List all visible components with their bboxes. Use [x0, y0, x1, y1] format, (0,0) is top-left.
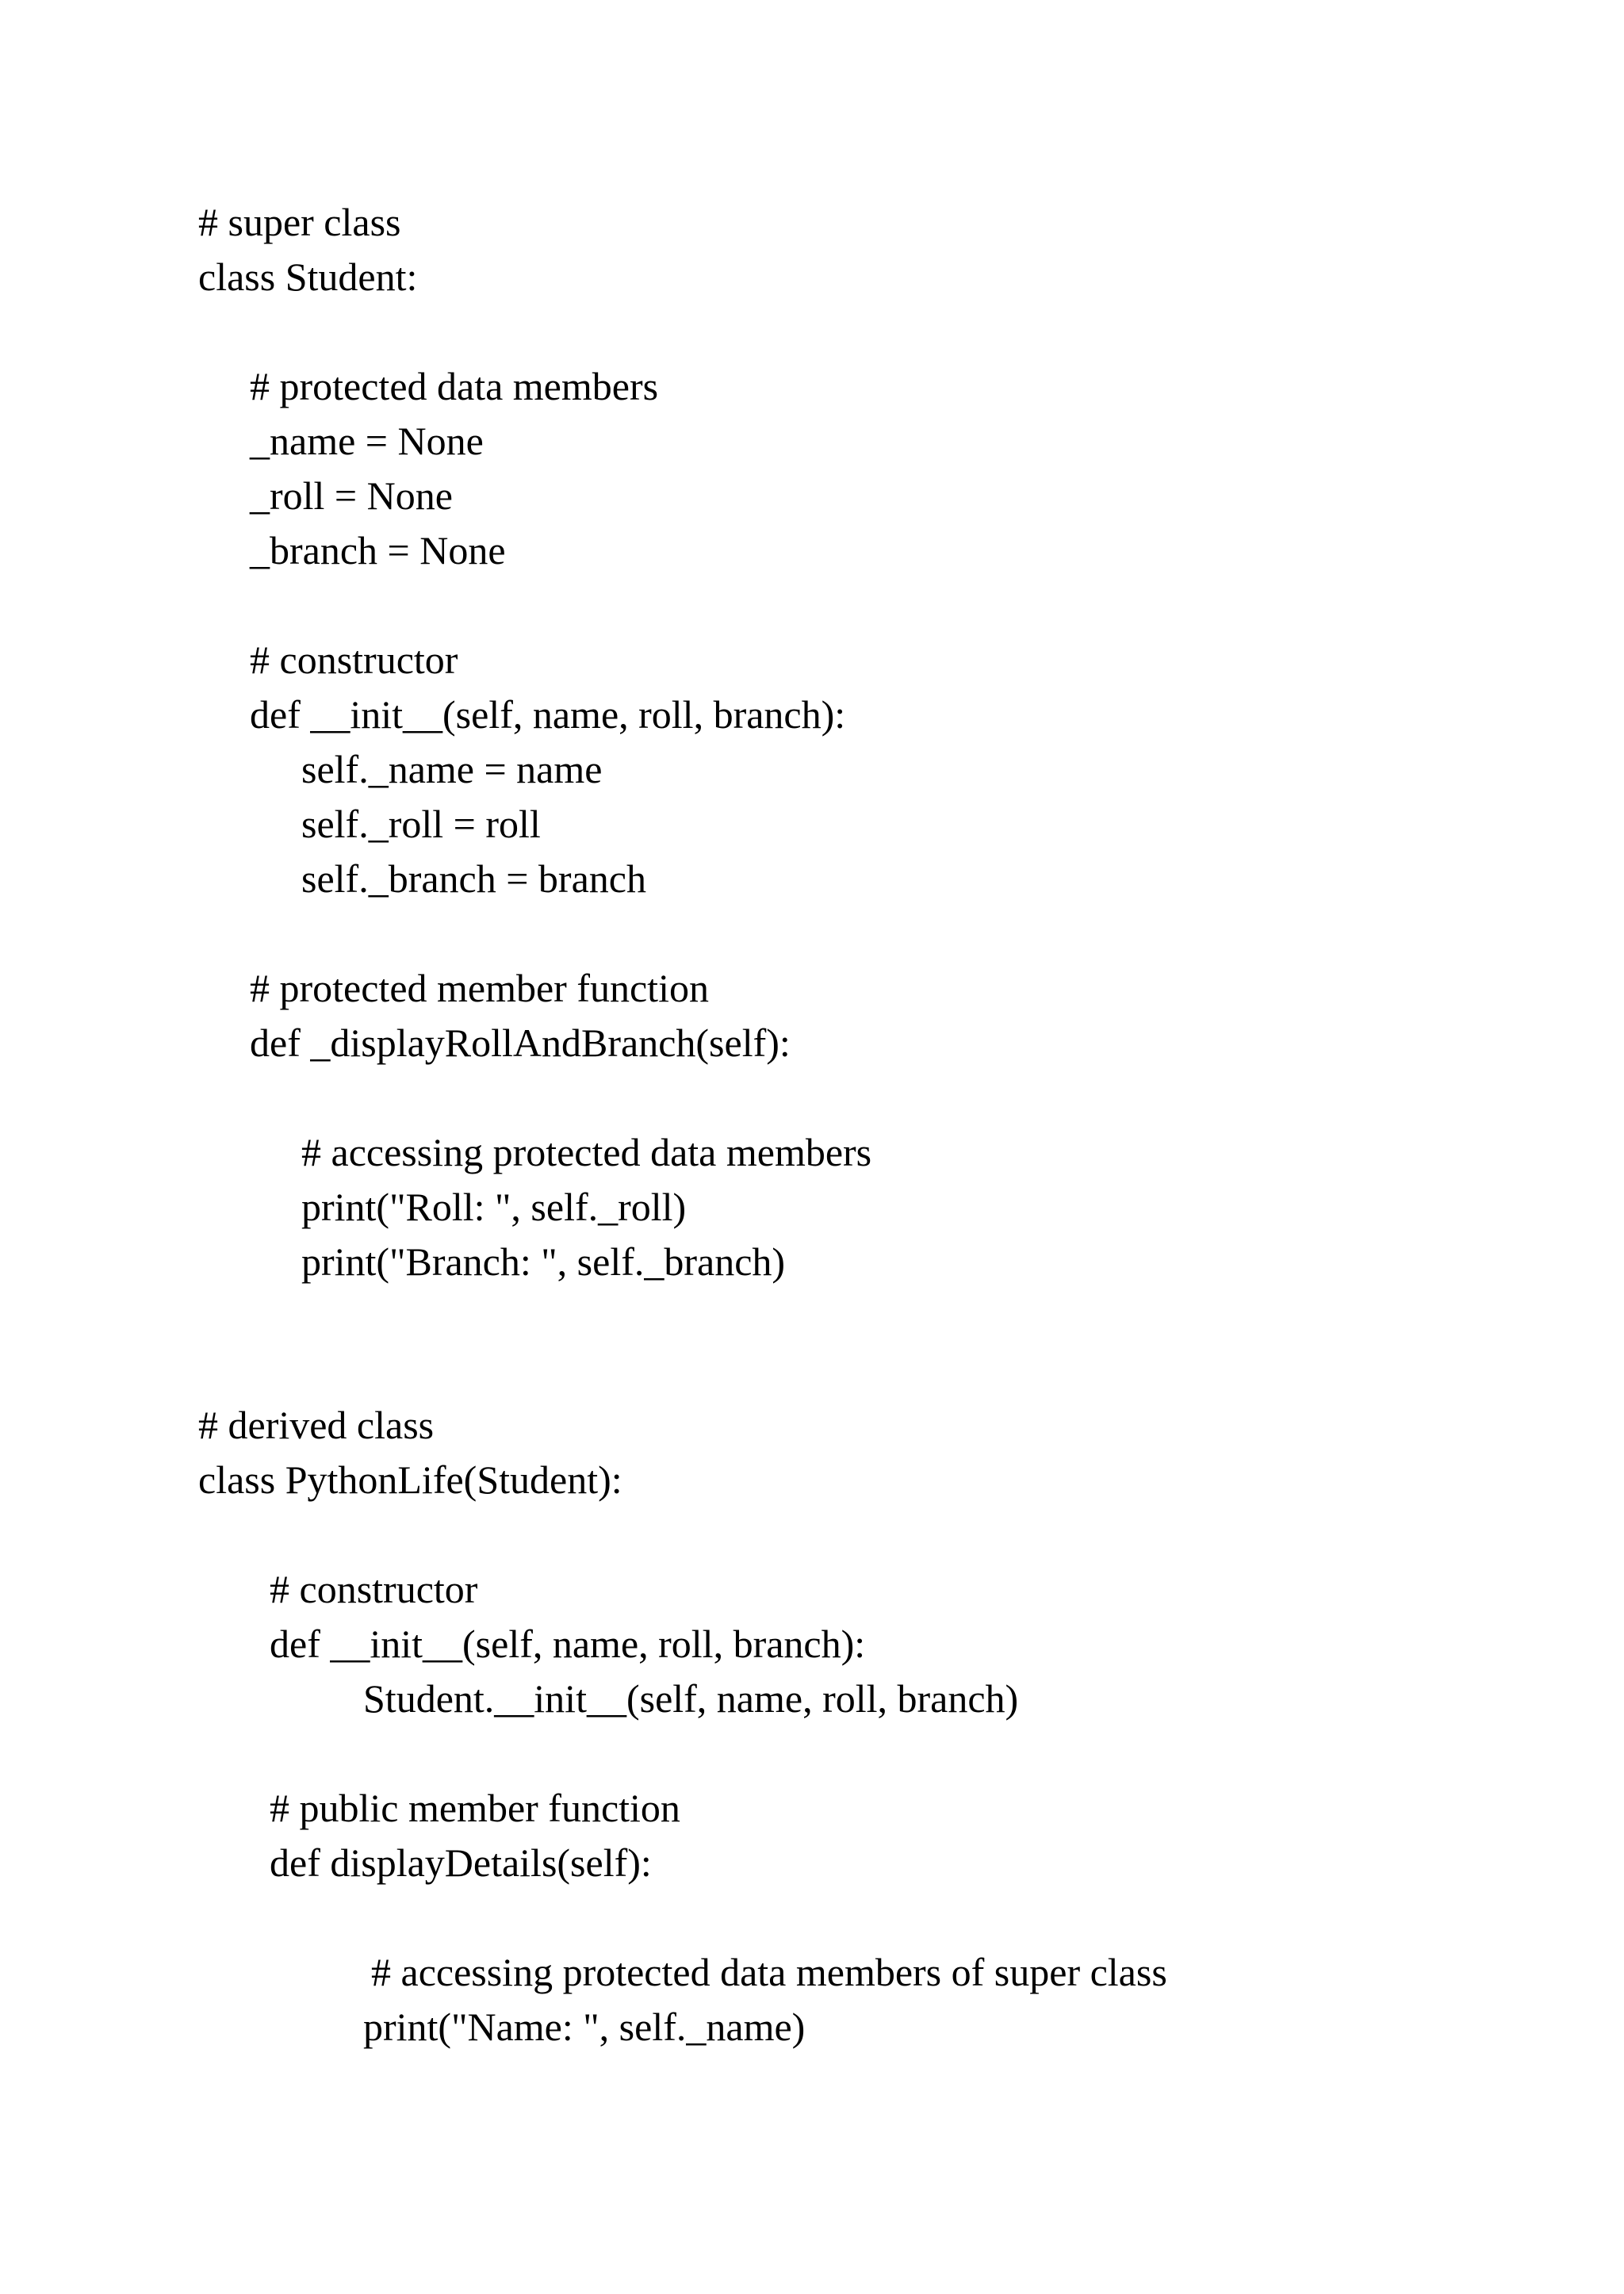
code-line-23: def displayDetails(self): [270, 1840, 652, 1885]
code-line-2: class Student: [198, 255, 418, 299]
code-line-13: def _displayRollAndBranch(self): [250, 1021, 791, 1065]
code-line-9: self._name = name [301, 747, 603, 791]
code-line-20: def __init__(self, name, roll, branch): [270, 1622, 866, 1666]
code-line-4: _name = None [250, 419, 484, 463]
code-line-21: Student.__init__(self, name, roll, branch) [363, 1676, 1019, 1721]
code-line-15: print("Roll: ", self._roll) [301, 1185, 687, 1229]
code-line-25: print("Name: ", self._name) [363, 2005, 806, 2049]
code-line-24: # accessing protected data members of super class [371, 1950, 1167, 1994]
code-line-22: # public member function [270, 1786, 680, 1830]
code-line-16: print("Branch: ", self._branch) [301, 1239, 786, 1284]
code-line-11: self._branch = branch [301, 856, 646, 901]
code-line-5: _roll = None [250, 473, 453, 518]
code-line-17: # derived class [198, 1403, 435, 1447]
code-line-18: class PythonLife(Student): [198, 1457, 622, 1502]
code-line-1: # super class [198, 200, 401, 244]
code-line-10: self._roll = roll [301, 802, 541, 846]
code-line-6: _branch = None [250, 528, 506, 573]
code-line-14: # accessing protected data members [301, 1130, 872, 1174]
code-line-7: # constructor [250, 638, 458, 682]
code-line-3: # protected data members [250, 364, 659, 408]
code-line-12: # protected member function [250, 966, 709, 1010]
code-line-8: def __init__(self, name, roll, branch): [250, 692, 846, 737]
code-line-19: # constructor [270, 1567, 478, 1611]
